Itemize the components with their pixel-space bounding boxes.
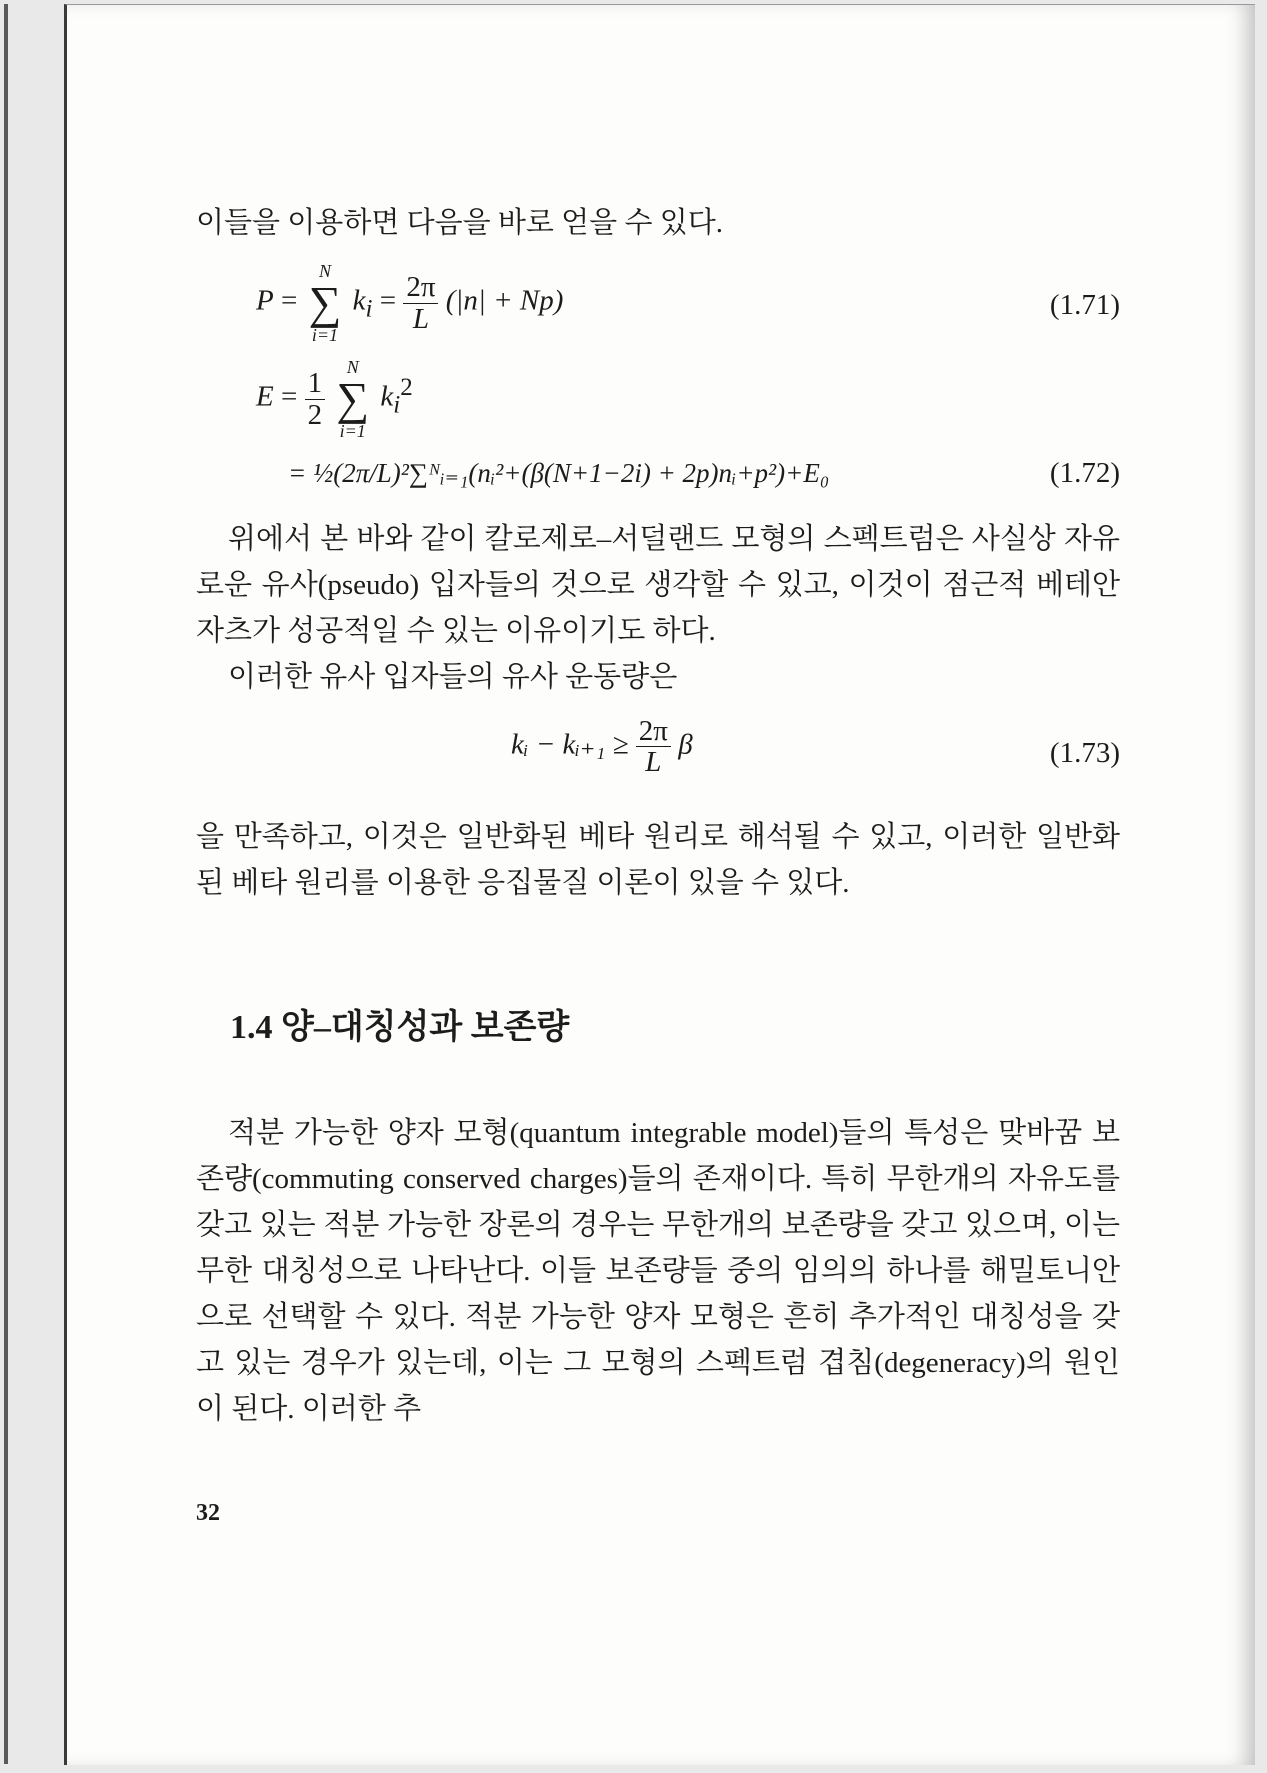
eq171-upper: N bbox=[318, 261, 331, 281]
eq172-sum: N ∑ i=1 bbox=[336, 357, 370, 441]
eq171-den: L bbox=[412, 302, 429, 335]
eq172-upper: N bbox=[346, 357, 359, 377]
intro-text: 이들을 이용하면 다음을 바로 얻을 수 있다. bbox=[196, 207, 723, 239]
eq172-line2: = ½(2π/L)²∑ᴺᵢ₌₁(nᵢ²+(β(N+1−2i) + 2p)nᵢ+p²)+E₀ bbox=[288, 458, 830, 488]
eq171-sub: i bbox=[365, 295, 373, 323]
section-heading: 1.4 양–대칭성과 보존량 bbox=[230, 1009, 570, 1046]
eq173-rest: β bbox=[678, 728, 693, 761]
eq172-sup: 2 bbox=[400, 374, 413, 401]
eq172-term: k bbox=[380, 380, 394, 413]
page-content bbox=[196, 200, 1120, 1432]
equation-1-72-line2 bbox=[196, 444, 1120, 498]
eq173-fraction bbox=[636, 716, 671, 778]
equation-1-73 bbox=[196, 710, 1120, 814]
eq171-rest: (|n| + Np) bbox=[445, 284, 564, 317]
eq172-den: 2 bbox=[307, 398, 323, 431]
paragraph-1: 위에서 본 바와 같이 칼로제로–서덜랜드 모형의 스펙트럼은 사실상 자유로운 유사(pseudo) 입자들의 것으로 생각할 수 있고, 이것이 점근적 베테안자츠가 성공적일 수 있는 이유이기도 하다. bbox=[196, 523, 1120, 647]
eq172-number: (1.72) bbox=[1049, 457, 1120, 489]
eq172-num: 1 bbox=[305, 368, 326, 399]
paragraph-2: 이러한 유사 입자들의 유사 운동량은 bbox=[228, 661, 678, 693]
equation-1-72-line1: E = $\frac{1}{2}$ N ∑ i=1 $k_i^2$ bbox=[256, 357, 413, 441]
eq172-sub: i bbox=[393, 391, 401, 419]
paragraph-4: 적분 가능한 양자 모형(quantum integrable model)들의 특성은 맞바꿈 보존량(commuting conserved charges)들의 존재이다. 특히 무한개의 자유도를 갖고 있는 적분 가능한 장론의 경우는 무한개의 보존량을 갖고 있으며, 이는 무한 대칭성으로 나타난다. 이들 보존량들 중의 임의의 하나를 해밀토니안으로 선택할 수 있다. 적분 가능한 양자 모형은 흔히 추가적인 대칭성을 갖고 있는 경우가 있는데, 이는 그 모형의 스펙트럼 겹침(degeneracy)의 원인이 된다. 이러한 추 bbox=[196, 1117, 1120, 1425]
eq173-lhs: kᵢ − kᵢ₊₁ ≥ bbox=[511, 728, 629, 761]
eq171-num: 2π bbox=[403, 272, 438, 303]
eq171-term: k bbox=[352, 284, 366, 317]
eq171-number: (1.71) bbox=[1049, 289, 1120, 321]
eq173-den: L bbox=[645, 746, 662, 779]
eq171-fraction bbox=[403, 272, 438, 334]
page-number: 32 bbox=[196, 1500, 220, 1526]
eq172-lower: i=1 bbox=[339, 421, 366, 441]
eq171-lower: i=1 bbox=[311, 325, 339, 345]
eq172-fraction bbox=[305, 368, 326, 430]
eq171-sum: N ∑ i=1 bbox=[308, 261, 342, 345]
book-spine bbox=[4, 4, 8, 1764]
equation-1-71: P = N ∑ i=1 $k_i$ = $\frac{2\pi}{L}$ (|n| + Np) (1.71) bbox=[256, 261, 1120, 345]
eq173-num: 2π bbox=[636, 716, 671, 747]
eq171-lhs: P bbox=[256, 284, 274, 317]
paragraph-3: 을 만족하고, 이것은 일반화된 베타 원리로 해석될 수 있고, 이러한 일반화된 베타 원리를 이용한 응집물질 이론이 있을 수 있다. bbox=[196, 821, 1120, 899]
eq172-lhs: E bbox=[256, 380, 274, 413]
eq173-number: (1.73) bbox=[1049, 737, 1120, 769]
